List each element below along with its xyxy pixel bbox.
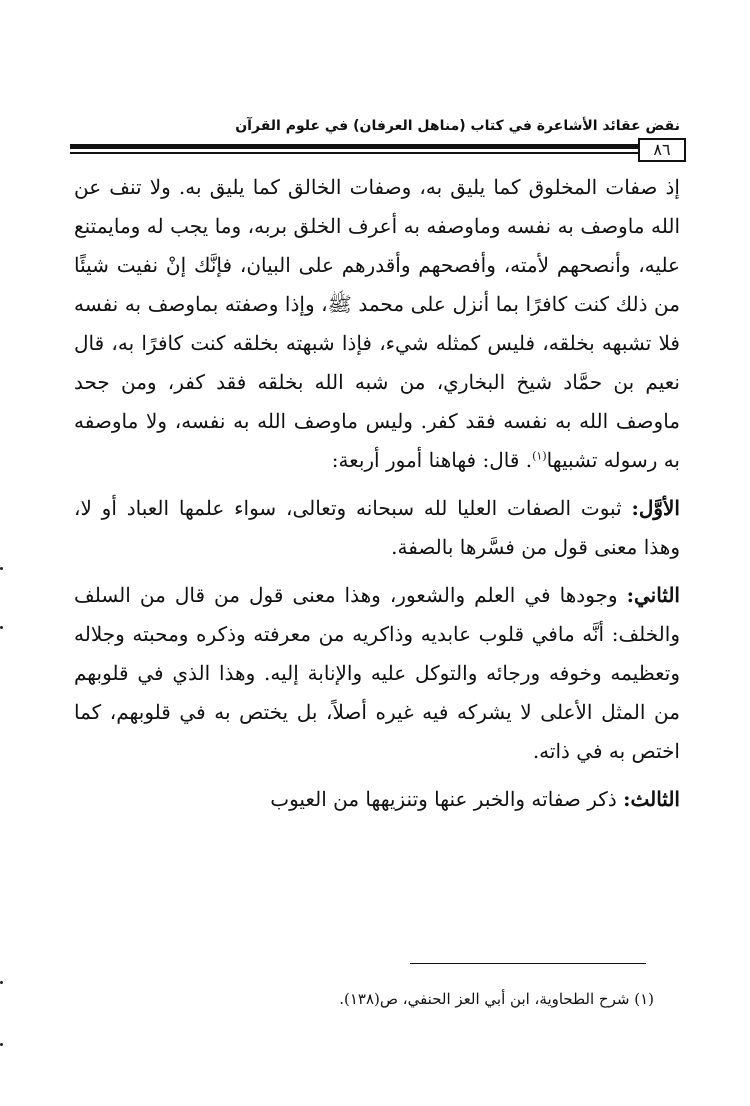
paragraph-second-matter xyxy=(74,576,680,771)
second-matter-label: الثاني: xyxy=(626,583,680,607)
paragraph-first-matter xyxy=(74,489,680,567)
paragraph-1-text-b: . قال: فهاهنا أمور أربعة: xyxy=(331,448,533,472)
paragraph-1 xyxy=(74,168,680,480)
scan-edge-mark xyxy=(0,981,3,984)
footnote-reference: (١) xyxy=(532,449,547,463)
scan-edge-mark xyxy=(0,567,3,570)
first-matter-text: ثبوت الصفات العليا لله سبحانه وتعالى، سواء علمها العباد أو لا، وهذا معنى قول من فسَّرها بالصفة. xyxy=(74,496,680,559)
scan-edge-mark xyxy=(0,626,3,629)
paragraph-1-text-a: إذ صفات المخلوق كما يليق به، وصفات الخالق كما يليق به. ولا تنف عن الله ماوصف به نفسه وماوصفه به أعرف الخلق بربه، وما يجب له ومايمتنع عليه، وأنصحهم لأمته، وأفصحهم وأقدرهم على البيان، فإنَّك إنْ نفيت شيئًا من ذلك كنت كافرًا بما أنزل على محمد ﷺ، وإذا وصفته بماوصف به نفسه فلا تشبهه بخلقه، فليس كمثله شيء، فإذا شبهته بخلقه كنت كافرًا به، قال نعيم بن حمَّاد شيخ البخاري، من شبه الله بخلقه فقد كفر، ومن جحد ماوصف الله به نفسه فقد كفر. وليس ماوصف الله به نفسه، ولا ماوصفه به رسوله تشبيها xyxy=(74,175,680,472)
third-matter-text: ذكر صفاته والخبر عنها وتنزيهها من العيوب xyxy=(270,787,624,811)
footnote: (١) شرح الطحاوية، ابن أبي العز الحنفي، ص(١٣٨). xyxy=(339,990,654,1008)
third-matter-label: الثالث: xyxy=(623,787,680,811)
second-matter-text: وجودها في العلم والشعور، وهذا معنى قول من قال من السلف والخلف: أنَّه مافي قلوب عابديه وذاكريه من معرفته وذكره ومحبته وجلاله وتعظيمه وخوفه ورجائه والتوكل عليه والإنابة إليه. وهذا الذي في قلوبهم من المثل الأعلى لا يشركه فيه غيره أصلاً، بل يختص به في قلوبهم، كما اختص به في ذاته. xyxy=(74,583,680,763)
header-rule-thin xyxy=(70,152,680,154)
main-text xyxy=(74,168,680,819)
scan-edge-mark xyxy=(0,1043,3,1046)
running-title: نقض عقائد الأشاعرة في كتاب (مناهل العرفان) في علوم القرآن xyxy=(235,118,680,134)
header-rule-thick xyxy=(70,144,680,149)
footnote-separator xyxy=(410,963,646,964)
first-matter-label: الأوَّل: xyxy=(631,496,680,520)
paragraph-third-matter xyxy=(74,780,680,819)
page-number: ٨٦ xyxy=(638,138,686,162)
